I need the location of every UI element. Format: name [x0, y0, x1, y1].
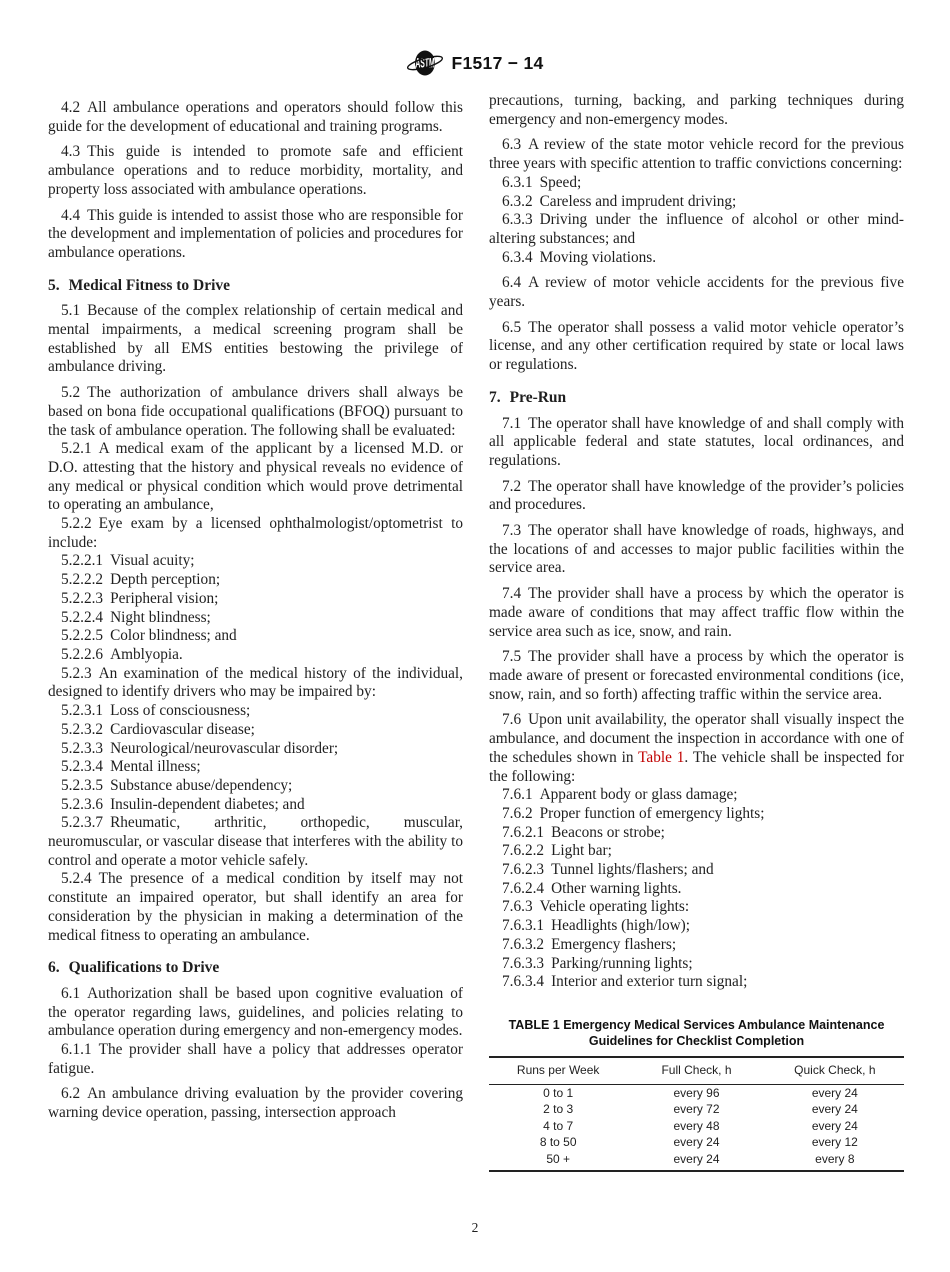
clause-paragraph: 5.2.2.6 Amblyopia. — [61, 645, 183, 663]
table-header-cell: Full Check, h — [627, 1057, 765, 1084]
clause-paragraph: 5.2.1 A medical exam of the applicant by a licensed M.D. or D.O. attesting that the history and physical reveals no evidence of any medical or physical condition which would prove detrimental to operating an ambulance, — [48, 440, 463, 514]
clause-paragraph-continuation: precautions, turning, backing, and parking techniques during emergency and non-emergency modes. — [489, 92, 904, 128]
clause-paragraph: 5.2.3.6 Insulin-dependent diabetes; and — [61, 795, 305, 813]
table-cell: every 24 — [627, 1151, 765, 1172]
table-cell: every 24 — [811, 1102, 858, 1117]
page-number: 2 — [471, 1220, 479, 1235]
table-header-row — [489, 1057, 904, 1084]
clause-paragraph: 5.2.4 The presence of a medical condition by itself may not constitute an impaired operator, but shall identify an area for consideration by the physician in making a determination of the medical fitness to operating an ambulance. — [48, 870, 463, 944]
table-cell: every 12 — [811, 1135, 858, 1150]
clause-paragraph: 6.3.4 Moving violations. — [502, 248, 657, 266]
table-cell: every 72 — [673, 1102, 720, 1117]
clause-paragraph: 6.3.3 Driving under the influence of alcohol or other mind-altering substances; and — [489, 211, 904, 247]
clause-paragraph: 7.6.3.4 Interior and exterior turn signal; — [502, 973, 748, 991]
table-cell: every 24 — [673, 1135, 720, 1150]
clause-paragraph: 5.2.2.2 Depth perception; — [61, 571, 221, 589]
table-cell: every 8 — [766, 1151, 904, 1172]
two-column-body — [48, 92, 904, 1172]
clause-paragraph: 7.6.2 Proper function of emergency lights; — [502, 804, 765, 822]
clause-paragraph: 6.1 Authorization shall be based upon cognitive evaluation of the operator regarding laws, guidelines, and policies relating to ambulance operation during emergency and non-emergency modes. — [48, 984, 463, 1040]
table-cell: every 96 — [673, 1085, 720, 1100]
table-cell: 50 + — [489, 1151, 627, 1172]
clause-paragraph: 7.6.3.3 Parking/running lights; — [502, 954, 693, 972]
clause-paragraph: 5.2.3.2 Cardiovascular disease; — [61, 720, 255, 738]
clause-paragraph: 7.6.2.1 Beacons or strobe; — [502, 823, 665, 841]
clause-paragraph: 6.3.2 Careless and imprudent driving; — [502, 192, 737, 210]
clause-paragraph: 7.6.3.2 Emergency flashers; — [502, 935, 677, 953]
clause-paragraph: 6.3.1 Speed; — [502, 173, 582, 191]
table-1-link[interactable]: Table 1 — [638, 748, 685, 766]
clause-paragraph: 5.1 Because of the complex relationship of certain medical and mental impairments, a medical screening program shall be established by all EMS entities bestowing the privilege of ambulance driving. — [48, 302, 463, 376]
clause-paragraph: 4.2 All ambulance operations and operators should follow this guide for the development of educational and training programs. — [48, 99, 463, 135]
clause-paragraph: 7.6.2.4 Other warning lights. — [502, 879, 682, 897]
clause-paragraph: 6.4 A review of motor vehicle accidents for the previous five years. — [489, 274, 904, 311]
right-column — [489, 92, 904, 1172]
table-row — [489, 1134, 904, 1151]
table-cell: 0 to 1 — [543, 1085, 574, 1100]
clause-paragraph: 5.2.3 An examination of the medical history of the individual, designed to identify drivers who may be impaired by: — [48, 664, 463, 701]
clause-paragraph: 5.2.2.4 Night blindness; — [61, 608, 211, 626]
clause-paragraph: 5.2 The authorization of ambulance drivers shall always be based on bona fide occupational qualifications (BFOQ) pursuant to the task of ambulance operation. The following shall be evaluated: — [48, 384, 463, 439]
clause-paragraph: 7.1 The operator shall have knowledge of and shall comply with all applicable federal and state statutes, local ordinances, and regulations. — [489, 414, 904, 469]
clause-paragraph: 7.3 The operator shall have knowledge of roads, highways, and the locations of and accesses to major public facilities within the service area. — [489, 522, 904, 577]
table-cell: every 24 — [811, 1118, 858, 1133]
astm-logo — [406, 48, 444, 78]
doc-code: F1517 − 14 — [451, 52, 544, 73]
clause-paragraph: 7.2 The operator shall have knowledge of the provider’s policies and procedures. — [489, 477, 904, 514]
table-header-cell: Quick Check, h — [766, 1057, 904, 1084]
table-row — [489, 1118, 904, 1135]
table-cell: every 24 — [811, 1085, 858, 1100]
clause-paragraph: 5.2.3.3 Neurological/neurovascular disorder; — [61, 739, 339, 757]
clause-paragraph: 5.2.2.5 Color blindness; and — [61, 627, 237, 645]
clause-paragraph: 7.5 The provider shall have a process by which the operator is made aware of present or forecasted environmental conditions (ice, snow, rain, and so forth) affecting traffic within the service area. — [489, 648, 904, 703]
table-cell: 8 to 50 — [539, 1135, 577, 1150]
section-5-heading: 5. Medical Fitness to Drive — [48, 276, 231, 294]
clause-paragraph: 7.6.3 Vehicle operating lights: — [502, 898, 690, 916]
clause-paragraph: 4.4 This guide is intended to assist those who are responsible for the development and implementation of policies and procedures for ambulance operations. — [48, 206, 463, 261]
clause-paragraph: 7.6.2.3 Tunnel lights/flashers; and — [502, 861, 714, 879]
section-6-heading: 6. Qualifications to Drive — [48, 959, 220, 977]
clause-paragraph-with-link: 7.6 Upon unit availability, the operator shall visually inspect the ambulance, and document the inspection in accordance with one of the schedules shown in Table 1. The vehicle shall be inspected for the following: — [489, 711, 904, 785]
clause-paragraph: 7.4 The provider shall have a process by which the operator is made aware of conditions that may affect traffic flow within the service area such as ice, snow, and rain. — [489, 585, 904, 640]
clause-paragraph: 5.2.3.4 Mental illness; — [61, 758, 201, 776]
svg-text:ASTM: ASTM — [415, 55, 436, 72]
clause-paragraph: 7.6.3.1 Headlights (high/low); — [502, 917, 691, 935]
left-column — [48, 92, 463, 1172]
table-cell: every 48 — [673, 1118, 720, 1133]
clause-paragraph: 7.6.2.2 Light bar; — [502, 842, 612, 860]
clause-paragraph: 5.2.3.5 Substance abuse/dependency; — [61, 776, 293, 794]
table-cell: 2 to 3 — [543, 1102, 574, 1117]
document-header — [0, 48, 950, 78]
clause-paragraph: 4.3 This guide is intended to promote safe and efficient ambulance operations and to reduce morbidity, mortality, and property loss associated with ambulance operations. — [48, 143, 463, 198]
table-cell: 4 to 7 — [543, 1118, 574, 1133]
table-row — [489, 1084, 904, 1101]
section-7-heading: 7. Pre-Run — [489, 388, 567, 406]
clause-paragraph: 6.1.1 The provider shall have a policy that addresses operator fatigue. — [48, 1041, 463, 1077]
table-row — [489, 1101, 904, 1118]
clause-paragraph: 7.6.1 Apparent body or glass damage; — [502, 786, 738, 804]
table-title: TABLE 1 Emergency Medical Services Ambulance Maintenance Guidelines for Checklist Completion — [508, 1017, 885, 1048]
clause-paragraph: 5.2.3.7 Rheumatic, arthritic, orthopedic, muscular, neuromuscular, or vascular disease that interferes with the ability to control and operate a motor vehicle safely. — [48, 814, 463, 869]
clause-paragraph: 6.3 A review of the state motor vehicle record for the previous three years with specific attention to traffic convictions concerning: — [489, 136, 904, 173]
clause-paragraph: 5.2.3.1 Loss of consciousness; — [61, 702, 251, 720]
table-row — [489, 1151, 904, 1172]
table-1 — [489, 1017, 904, 1172]
clause-paragraph: 6.2 An ambulance driving evaluation by the provider covering warning device operation, passing, intersection approach — [48, 1085, 463, 1122]
table-header-cell: Runs per Week — [489, 1057, 627, 1084]
clause-paragraph: 5.2.2.1 Visual acuity; — [61, 552, 195, 570]
clause-paragraph: 5.2.2.3 Peripheral vision; — [61, 589, 219, 607]
clause-paragraph: 6.5 The operator shall possess a valid motor vehicle operator’s license, and any other certification required by state or local laws or regulations. — [489, 318, 904, 374]
clause-paragraph: 5.2.2 Eye exam by a licensed ophthalmologist/optometrist to include: — [48, 515, 463, 551]
